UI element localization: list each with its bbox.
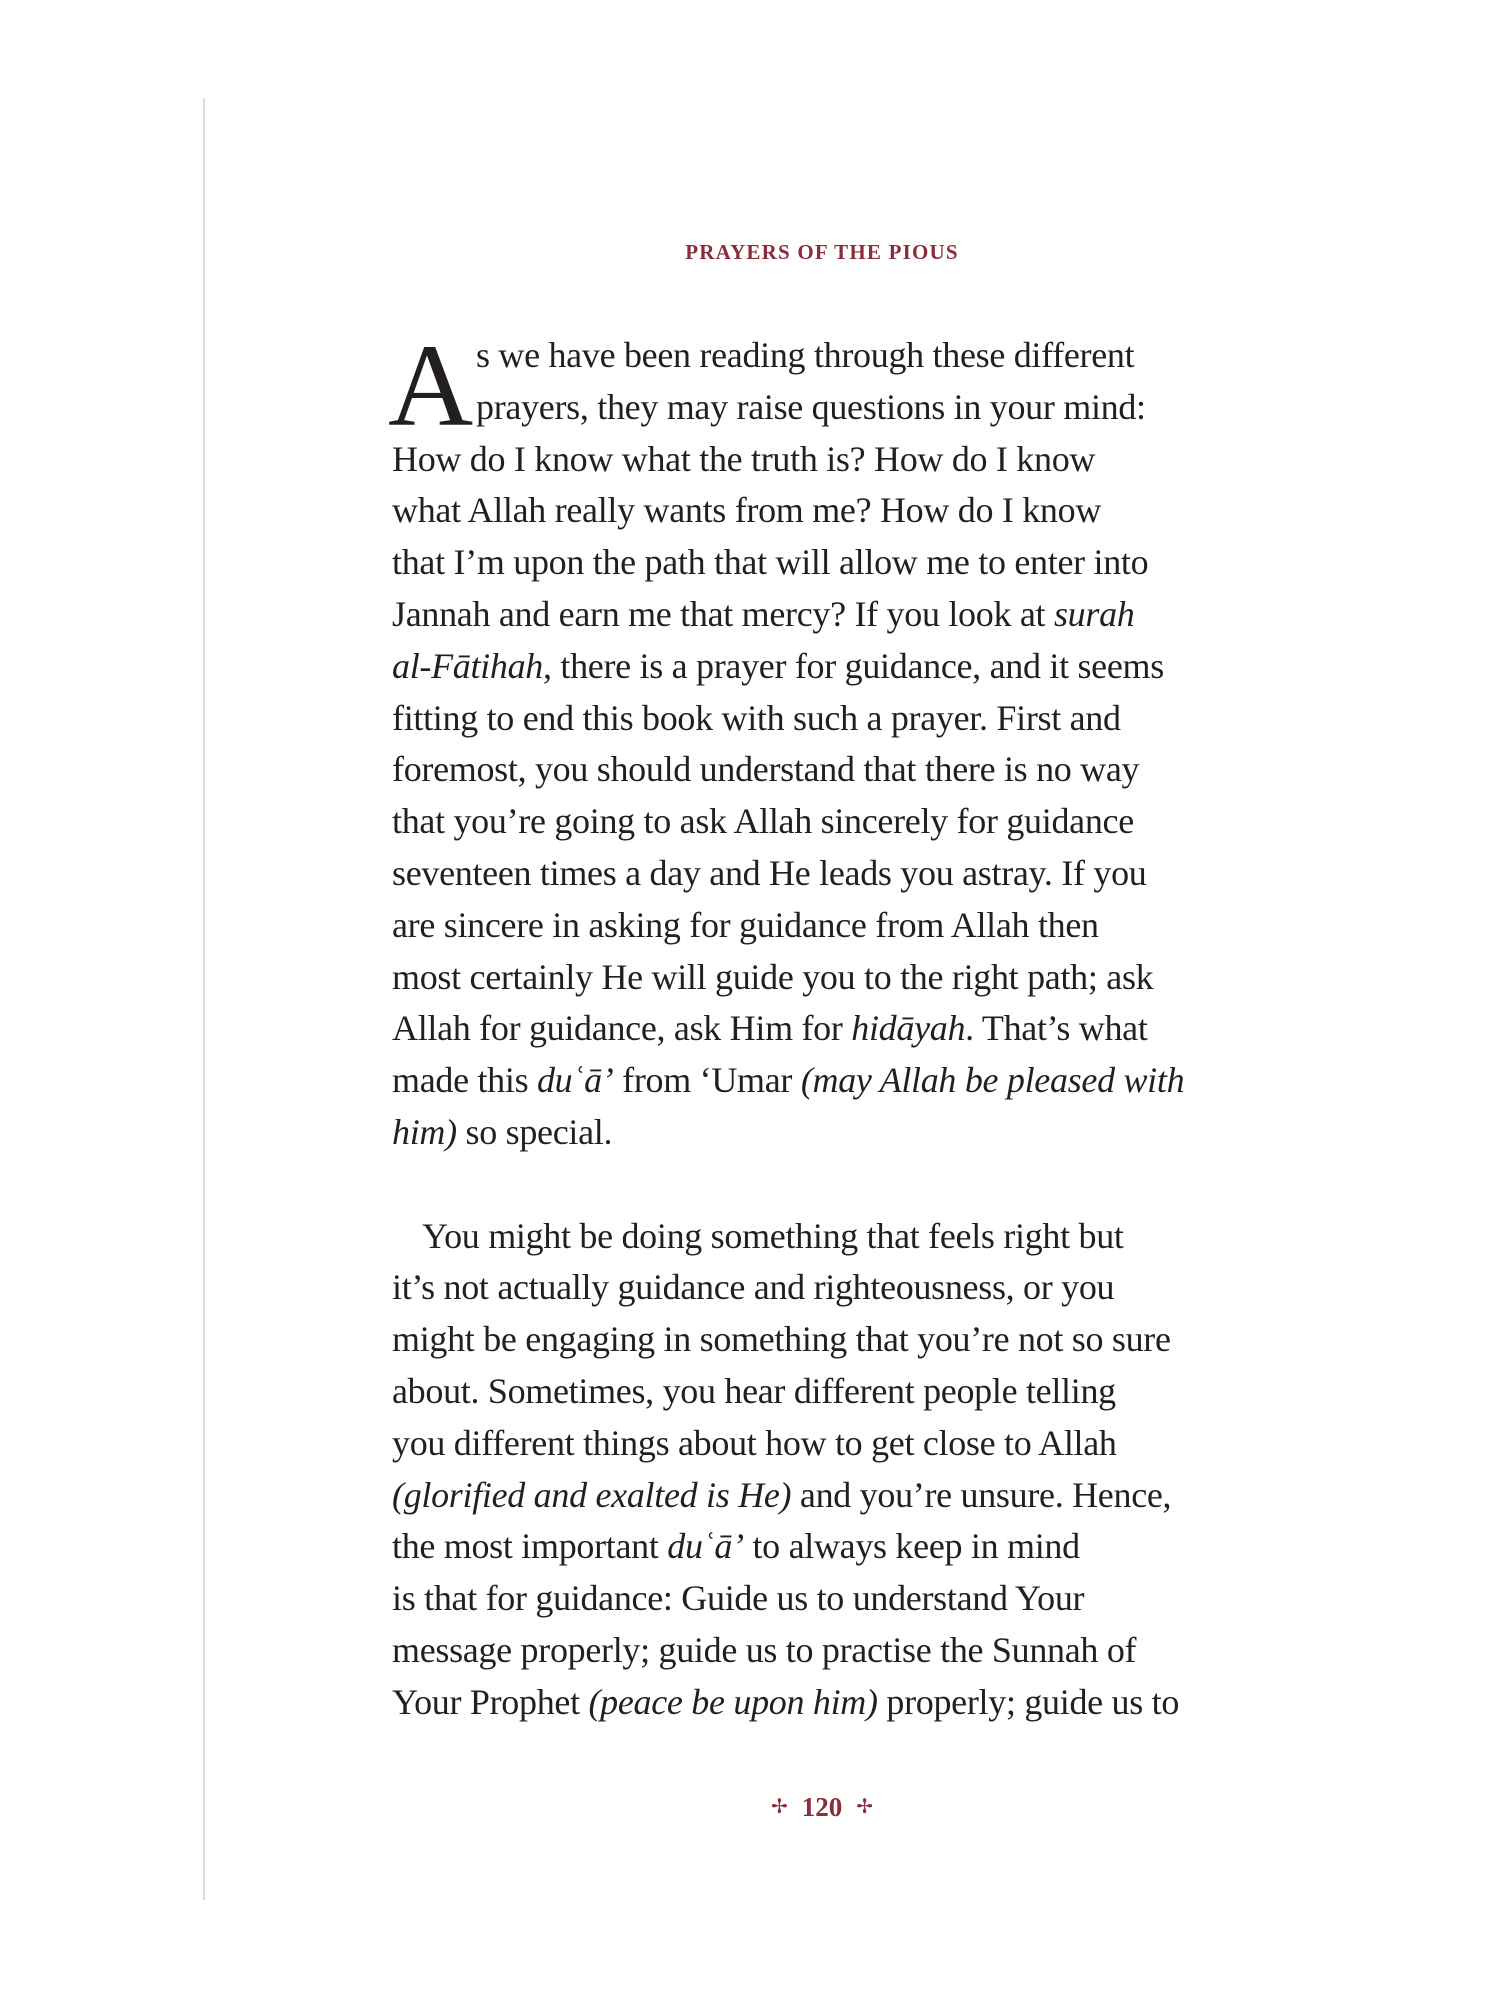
text-line bbox=[392, 1521, 1262, 1573]
text-line bbox=[392, 382, 1262, 434]
text-span: are sincere in asking for guidance from Allah then bbox=[392, 904, 1099, 945]
text-line bbox=[392, 744, 1262, 796]
ornament-left-icon: ✢ bbox=[770, 1796, 788, 1818]
paragraph-gap bbox=[392, 1159, 1262, 1211]
text-line bbox=[392, 1366, 1262, 1418]
italic-text: (peace be upon him) bbox=[588, 1681, 878, 1722]
text-line bbox=[392, 589, 1262, 641]
text-line bbox=[392, 693, 1262, 745]
text-span: Allah for guidance, ask Him for bbox=[392, 1008, 852, 1049]
text-span: s we have been reading through these different bbox=[476, 335, 1135, 375]
text-span: properly; guide us to bbox=[877, 1681, 1180, 1722]
text-line bbox=[392, 796, 1262, 848]
gutter-rule bbox=[203, 98, 205, 1900]
text-line bbox=[392, 1262, 1262, 1314]
text-span: fitting to end this book with such a prayer. First and bbox=[392, 697, 1121, 738]
text-span: and you’re unsure. Hence, bbox=[791, 1474, 1172, 1515]
text-span: seventeen times a day and He leads you astray. If you bbox=[392, 852, 1147, 893]
text-span: that I’m upon the path that will allow me to enter into bbox=[392, 542, 1149, 583]
drop-cap: A bbox=[388, 320, 473, 451]
text-line bbox=[392, 1211, 1262, 1263]
page-folio bbox=[392, 1792, 1252, 1823]
page-number: 120 bbox=[801, 1792, 843, 1822]
text-line bbox=[392, 1107, 1262, 1159]
text-line bbox=[392, 1677, 1262, 1729]
italic-text: (glorified and exalted is He) bbox=[392, 1474, 792, 1515]
text-span: it’s not actually guidance and righteousness, or you bbox=[392, 1267, 1115, 1308]
text-line bbox=[392, 1470, 1262, 1522]
text-line bbox=[392, 1418, 1262, 1470]
text-span: made this bbox=[392, 1060, 537, 1101]
italic-text: (may Allah be pleased with bbox=[800, 1060, 1185, 1101]
text-line bbox=[392, 641, 1262, 693]
text-span: foremost, you should understand that there is no way bbox=[392, 749, 1140, 790]
ornament-right-icon: ✢ bbox=[856, 1796, 874, 1818]
text-line bbox=[392, 537, 1262, 589]
text-span: is that for guidance: Guide us to understand Your bbox=[392, 1578, 1085, 1619]
text-line bbox=[392, 900, 1262, 952]
text-span: , there is a prayer for guidance, and it seems bbox=[543, 645, 1164, 686]
text-line bbox=[392, 485, 1262, 537]
body-text bbox=[388, 320, 1262, 1729]
italic-text: duʿā’ bbox=[536, 1060, 614, 1101]
text-line bbox=[392, 952, 1262, 1004]
italic-text: hidāyah bbox=[851, 1008, 966, 1049]
text-span: prayers, they may raise questions in your mind: bbox=[476, 386, 1146, 427]
text-line bbox=[392, 1055, 1262, 1107]
italic-text: al-Fātihah bbox=[392, 645, 543, 686]
text-span: so special. bbox=[456, 1111, 613, 1152]
paragraph-2 bbox=[392, 1211, 1262, 1729]
italic-text: him) bbox=[392, 1111, 457, 1152]
text-line bbox=[392, 1573, 1262, 1625]
text-span: might be engaging in something that you’re not so sure bbox=[392, 1319, 1171, 1360]
text-span: about. Sometimes, you hear different people telling bbox=[392, 1370, 1116, 1411]
text-span: that you’re going to ask Allah sincerely for guidance bbox=[392, 801, 1134, 842]
text-span: . That’s what bbox=[965, 1008, 1148, 1049]
text-span: from ‘Umar bbox=[613, 1060, 801, 1101]
text-span: most certainly He will guide you to the right path; ask bbox=[392, 956, 1154, 997]
text-span: the most important bbox=[392, 1526, 668, 1567]
text-line bbox=[392, 848, 1262, 900]
text-span: How do I know what the truth is? How do I know bbox=[392, 438, 1096, 479]
text-span: you different things about how to get close to Allah bbox=[392, 1422, 1117, 1463]
text-line bbox=[392, 1003, 1262, 1055]
text-span: Your Prophet bbox=[392, 1681, 589, 1722]
italic-text: surah bbox=[1053, 593, 1135, 634]
text-span: message properly; guide us to practise the Sunnah of bbox=[392, 1629, 1137, 1670]
italic-text: duʿā’ bbox=[667, 1526, 744, 1567]
paragraph-1 bbox=[388, 320, 1262, 1159]
text-line bbox=[392, 1625, 1262, 1677]
text-line bbox=[392, 434, 1262, 486]
text-span: You might be doing something that feels right but bbox=[422, 1215, 1124, 1256]
running-head: PRAYERS OF THE PIOUS bbox=[685, 240, 959, 264]
text-span: what Allah really wants from me? How do I know bbox=[392, 490, 1102, 531]
text-line bbox=[392, 1314, 1262, 1366]
text-span: Jannah and earn me that mercy? If you look at bbox=[392, 593, 1054, 634]
text-span: to always keep in mind bbox=[743, 1526, 1080, 1567]
